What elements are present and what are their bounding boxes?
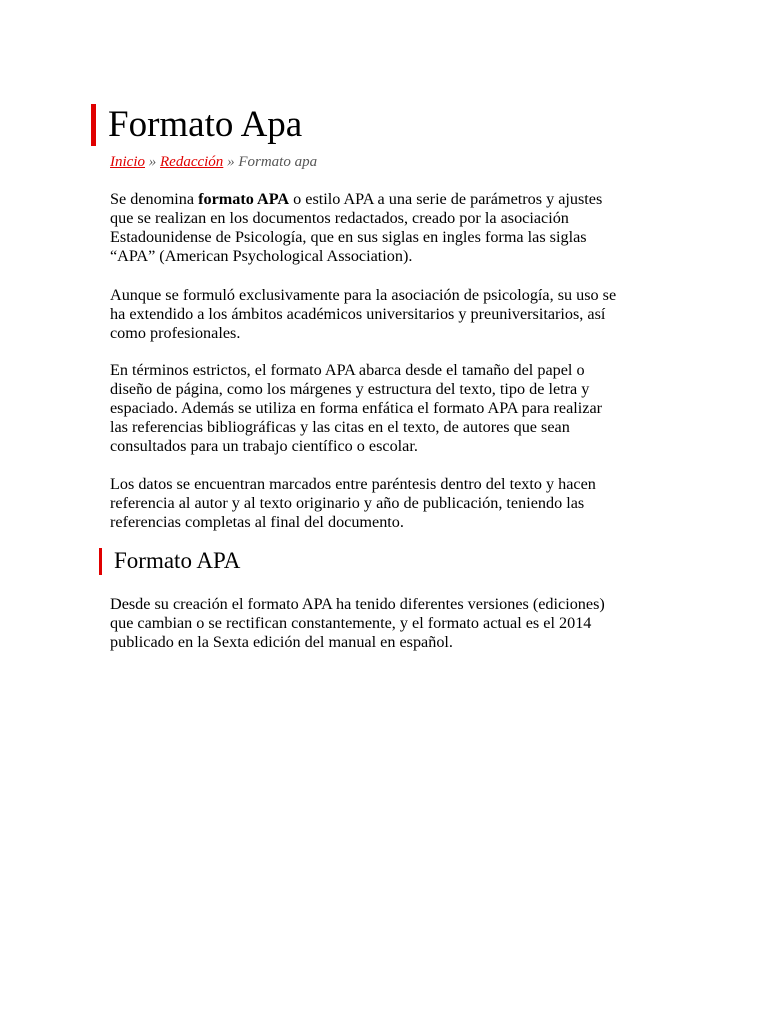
- paragraph-line: consultados para un trabajo científico o escolar.: [110, 437, 418, 455]
- paragraph-line: Desde su creación el formato APA ha tenido diferentes versiones (ediciones): [110, 595, 605, 613]
- subheading-accent-bar: [99, 548, 102, 575]
- paragraph-line: que se realizan en los documentos redactados, creado por la asociación: [110, 209, 569, 227]
- paragraph-line: las referencias bibliográficas y las citas en el texto, de autores que sean: [110, 418, 570, 436]
- paragraph-line: referencias completas al final del documento.: [110, 513, 404, 531]
- paragraph-scope: [110, 361, 670, 456]
- paragraph-line: Los datos se encuentran marcados entre paréntesis dentro del texto y hacen: [110, 475, 596, 493]
- paragraph-line: [110, 190, 670, 209]
- paragraph-line: Estadounidense de Psicología, que en sus siglas en ingles forma las siglas: [110, 228, 587, 246]
- section-heading: Formato APA: [114, 548, 241, 573]
- paragraph-line: referencia al autor y al texto originario y año de publicación, teniendo las: [110, 494, 585, 512]
- paragraph-citations: [110, 475, 670, 532]
- breadcrumb: [110, 152, 317, 172]
- bold-term: formato APA: [198, 190, 290, 208]
- breadcrumb-current: Formato apa: [238, 154, 318, 170]
- page-title: Formato Apa: [108, 104, 303, 145]
- paragraph-line: publicado en la Sexta edición del manual en español.: [110, 633, 453, 651]
- paragraph-usage: [110, 286, 670, 343]
- paragraph-line: diseño de página, como los márgenes y estructura del texto, tipo de letra y: [110, 380, 590, 398]
- paragraph-line: que cambian o se rectifican constantemente, y el formato actual es el 2014: [110, 614, 592, 632]
- breadcrumb-separator: »: [145, 154, 160, 170]
- paragraph-line: Aunque se formuló exclusivamente para la asociación de psicología, su uso se: [110, 286, 617, 304]
- breadcrumb-separator: »: [223, 154, 239, 170]
- text-run: Se denomina: [110, 190, 199, 208]
- paragraph-line: ha extendido a los ámbitos académicos universitarios y preuniversitarios, así: [110, 305, 606, 323]
- paragraph-definition: [110, 190, 670, 266]
- text-run: o estilo APA a una serie de parámetros y ajustes: [289, 190, 603, 208]
- paragraph-line: En términos estrictos, el formato APA abarca desde el tamaño del papel o: [110, 361, 585, 379]
- paragraph-line: como profesionales.: [110, 324, 241, 342]
- paragraph-versions: [110, 595, 670, 652]
- title-accent-bar: [91, 104, 96, 146]
- breadcrumb-home-link[interactable]: Inicio: [110, 154, 145, 170]
- paragraph-line: “APA” (American Psychological Association).: [110, 247, 413, 265]
- breadcrumb-section-link[interactable]: Redacción: [160, 154, 224, 170]
- paragraph-line: espaciado. Además se utiliza en forma enfática el formato APA para realizar: [110, 399, 603, 417]
